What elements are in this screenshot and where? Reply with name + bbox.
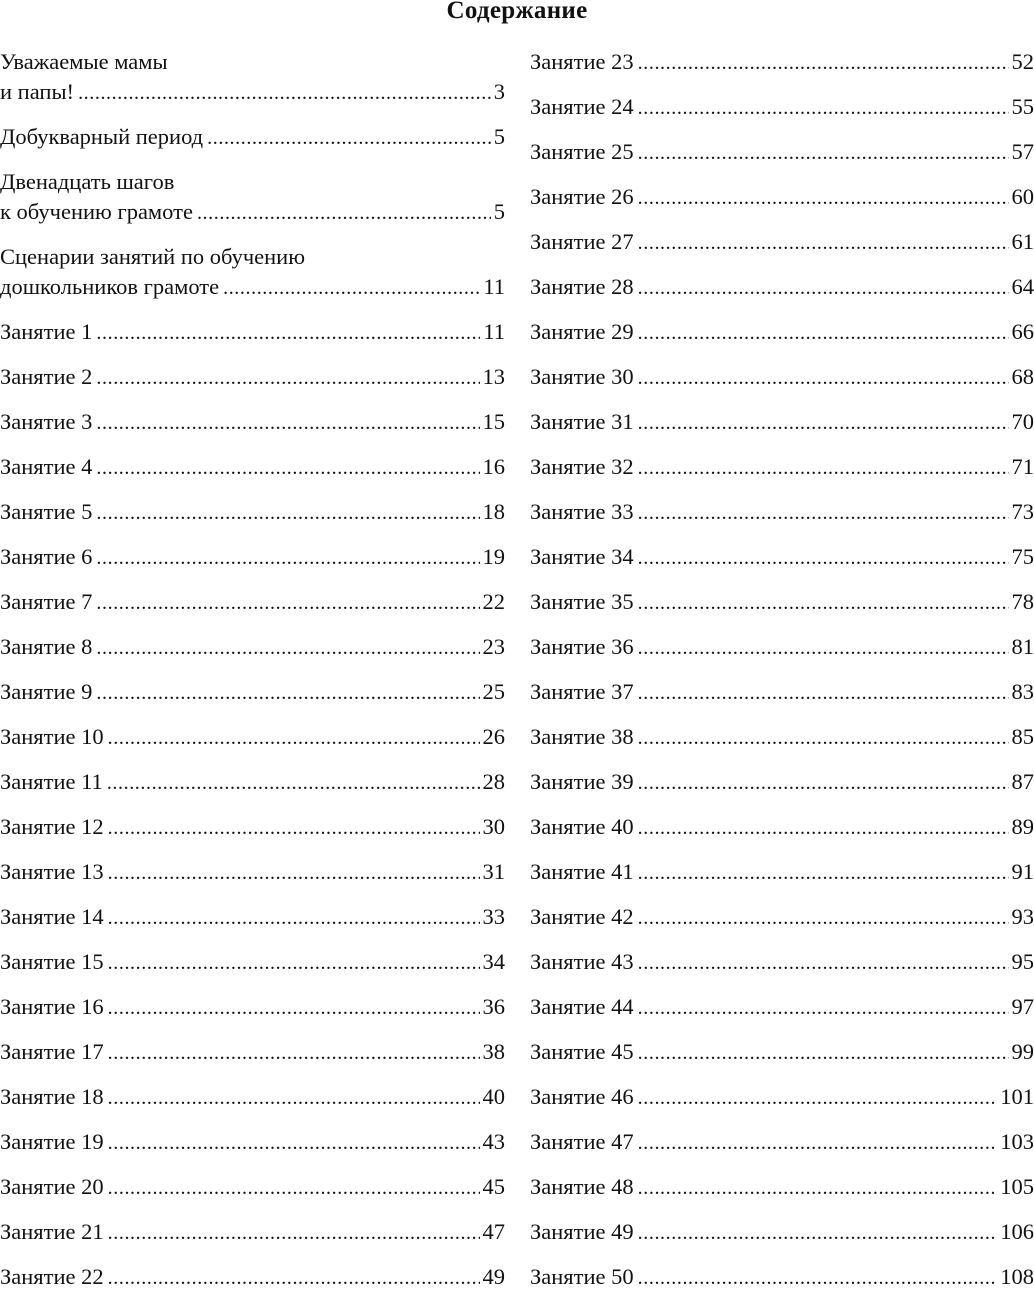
page-number: 66: [1012, 317, 1034, 347]
page-number: 108: [1000, 1262, 1034, 1292]
page-number: 87: [1012, 767, 1034, 797]
toc-entry[interactable]: [0, 1172, 505, 1203]
page-number: 16: [483, 452, 506, 482]
page-number: 71: [1012, 452, 1034, 482]
page-number: 91: [1012, 857, 1034, 887]
dot-leader: [96, 363, 479, 393]
toc-entry[interactable]: [530, 227, 1034, 258]
toc-entry[interactable]: [0, 122, 505, 153]
page-number: 106: [1000, 1217, 1034, 1247]
toc-entry[interactable]: [530, 1262, 1034, 1293]
dot-leader: [638, 453, 1009, 483]
page-number: 45: [483, 1172, 506, 1202]
page-number: 93: [1012, 902, 1034, 932]
dot-leader: [96, 453, 479, 483]
page-number: 36: [483, 992, 506, 1022]
dot-leader: [638, 228, 1009, 258]
entry-title: дошкольников грамоте: [0, 272, 219, 302]
entry-title: Занятие 23: [530, 47, 634, 77]
toc-entry[interactable]: [0, 812, 505, 843]
page-number: 5: [494, 122, 505, 152]
page-number: 28: [483, 767, 506, 797]
entry-title: Занятие 42: [530, 902, 634, 932]
page-number: 52: [1012, 47, 1034, 77]
toc-entry[interactable]: [530, 857, 1034, 888]
page-number: 78: [1012, 587, 1034, 617]
page-number: 18: [483, 497, 506, 527]
page-number: 81: [1012, 632, 1034, 662]
dot-leader: [638, 903, 1009, 933]
dot-leader: [197, 198, 491, 228]
entry-title: Занятие 18: [0, 1082, 104, 1112]
entry-title: Занятие 39: [530, 767, 634, 797]
page-number: 55: [1012, 92, 1034, 122]
page-number: 103: [1000, 1127, 1034, 1157]
dot-leader: [638, 48, 1009, 78]
dot-leader: [108, 1083, 480, 1113]
page-number: 73: [1012, 497, 1034, 527]
dot-leader: [96, 633, 479, 663]
entry-title: Занятие 3: [0, 407, 92, 437]
toc-entry[interactable]: [530, 812, 1034, 843]
entry-title: Занятие 47: [530, 1127, 634, 1157]
entry-title: Занятие 12: [0, 812, 104, 842]
toc-entry[interactable]: [0, 587, 505, 618]
entry-title: Занятие 31: [530, 407, 634, 437]
toc-entry[interactable]: [0, 947, 505, 978]
page-number: 26: [483, 722, 506, 752]
dot-leader: [638, 318, 1009, 348]
entry-title: Занятие 7: [0, 587, 92, 617]
entry-title: Занятие 13: [0, 857, 104, 887]
entry-title: Занятие 40: [530, 812, 634, 842]
entry-title: Занятие 6: [0, 542, 92, 572]
toc-entry[interactable]: [0, 407, 505, 438]
entry-title: Занятие 28: [530, 272, 634, 302]
entry-title: Занятие 35: [530, 587, 634, 617]
page-number: 5: [494, 197, 505, 227]
entry-title: Занятие 26: [530, 182, 634, 212]
entry-title: Занятие 41: [530, 857, 634, 887]
dot-leader: [638, 1083, 998, 1113]
toc-entry[interactable]: [530, 632, 1034, 663]
toc-entry[interactable]: [530, 1127, 1034, 1158]
dot-leader: [108, 723, 480, 753]
toc-entry[interactable]: [530, 497, 1034, 528]
page-number: 64: [1012, 272, 1034, 302]
dot-leader: [96, 498, 479, 528]
entry-title-first-line: Двенадцать шагов: [0, 167, 505, 197]
page-number: 19: [483, 542, 506, 572]
dot-leader: [638, 678, 1009, 708]
page-number: 13: [483, 362, 506, 392]
toc-entry[interactable]: [530, 182, 1034, 213]
page-number: 11: [483, 272, 505, 302]
entry-title: Занятие 49: [530, 1217, 634, 1247]
page-number: 40: [483, 1082, 506, 1112]
toc-entry[interactable]: [0, 632, 505, 663]
toc-entry[interactable]: [0, 497, 505, 528]
dot-leader: [96, 678, 479, 708]
entry-title: Занятие 20: [0, 1172, 104, 1202]
page-number: 97: [1012, 992, 1034, 1022]
entry-title: Занятие 50: [530, 1262, 634, 1292]
page-number: 15: [483, 407, 506, 437]
page-number: 49: [483, 1262, 506, 1292]
dot-leader: [223, 273, 480, 303]
dot-leader: [638, 1218, 998, 1248]
dot-leader: [638, 273, 1009, 303]
entry-title-first-line: Сценарии занятий по обучению: [0, 242, 505, 272]
page-number: 31: [483, 857, 506, 887]
toc-entry[interactable]: [530, 947, 1034, 978]
dot-leader: [638, 633, 1009, 663]
dot-leader: [96, 408, 479, 438]
dot-leader: [638, 93, 1009, 123]
dot-leader: [638, 1263, 998, 1293]
dot-leader: [96, 588, 479, 618]
toc-entry[interactable]: [530, 722, 1034, 753]
dot-leader: [638, 498, 1009, 528]
dot-leader: [638, 1128, 998, 1158]
page-number: 34: [483, 947, 506, 977]
page-number: 68: [1012, 362, 1034, 392]
entry-title: Занятие 34: [530, 542, 634, 572]
page-number: 25: [483, 677, 506, 707]
toc-entry[interactable]: [0, 722, 505, 753]
page-number: 99: [1012, 1037, 1034, 1067]
page-number: 61: [1012, 227, 1034, 257]
dot-leader: [108, 993, 480, 1023]
page-number: 3: [494, 77, 505, 107]
page-number: 70: [1012, 407, 1034, 437]
page-number: 105: [1000, 1172, 1034, 1202]
toc-entry[interactable]: [0, 542, 505, 573]
entry-title: Занятие 17: [0, 1037, 104, 1067]
dot-leader: [207, 123, 491, 153]
toc-entry[interactable]: [530, 1217, 1034, 1248]
entry-title: Занятие 38: [530, 722, 634, 752]
page-title: Содержание: [0, 0, 1034, 28]
dot-leader: [78, 78, 491, 108]
entry-title: Занятие 4: [0, 452, 92, 482]
toc-entry[interactable]: [530, 362, 1034, 393]
entry-title: Занятие 1: [0, 317, 92, 347]
toc-entry[interactable]: [0, 362, 505, 393]
dot-leader: [638, 813, 1009, 843]
entry-title: Занятие 11: [0, 767, 103, 797]
page-number: 23: [483, 632, 506, 662]
page-number: 43: [483, 1127, 506, 1157]
entry-title: Занятие 19: [0, 1127, 104, 1157]
entry-title: Занятие 24: [530, 92, 634, 122]
toc-entry[interactable]: [0, 992, 505, 1023]
entry-title: Занятие 22: [0, 1262, 104, 1292]
entry-title: Занятие 43: [530, 947, 634, 977]
dot-leader: [108, 1128, 480, 1158]
dot-leader: [638, 1173, 998, 1203]
dot-leader: [108, 858, 480, 888]
toc-entry[interactable]: [530, 587, 1034, 618]
entry-title: Занятие 21: [0, 1217, 104, 1247]
dot-leader: [108, 1173, 480, 1203]
entry-title: Занятие 9: [0, 677, 92, 707]
entry-title: Занятие 8: [0, 632, 92, 662]
dot-leader: [638, 183, 1009, 213]
toc-entry[interactable]: [530, 272, 1034, 303]
toc-entry[interactable]: [0, 1082, 505, 1113]
page-number: 57: [1012, 137, 1034, 167]
dot-leader: [638, 408, 1009, 438]
dot-leader: [107, 768, 480, 798]
entry-title: Занятие 45: [530, 1037, 634, 1067]
entry-title: Занятие 16: [0, 992, 104, 1022]
toc-entry[interactable]: [0, 242, 505, 303]
entry-title: и папы!: [0, 77, 74, 107]
page-number: 38: [483, 1037, 506, 1067]
entry-title: Занятие 2: [0, 362, 92, 392]
page-number: 33: [483, 902, 506, 932]
dot-leader: [638, 993, 1009, 1023]
dot-leader: [638, 1038, 1009, 1068]
entry-title: Занятие 37: [530, 677, 634, 707]
dot-leader: [108, 813, 480, 843]
dot-leader: [638, 363, 1009, 393]
dot-leader: [108, 1038, 480, 1068]
entry-title: Занятие 46: [530, 1082, 634, 1112]
page-number: 22: [483, 587, 506, 617]
toc-entry[interactable]: [530, 452, 1034, 483]
page-number: 95: [1012, 947, 1034, 977]
toc-entry[interactable]: [0, 1127, 505, 1158]
entry-title: Занятие 33: [530, 497, 634, 527]
page-number: 85: [1012, 722, 1034, 752]
dot-leader: [638, 588, 1009, 618]
dot-leader: [108, 903, 480, 933]
entry-title: Занятие 25: [530, 137, 634, 167]
entry-title: Занятие 44: [530, 992, 634, 1022]
dot-leader: [638, 723, 1009, 753]
entry-title: Занятие 15: [0, 947, 104, 977]
toc-entry[interactable]: [530, 767, 1034, 798]
toc-entry[interactable]: [530, 137, 1034, 168]
dot-leader: [96, 318, 480, 348]
dot-leader: [108, 1263, 480, 1293]
toc-entry[interactable]: [530, 992, 1034, 1023]
toc-entry[interactable]: [0, 47, 505, 108]
toc-entry[interactable]: [0, 1217, 505, 1248]
toc-entry[interactable]: [530, 1082, 1034, 1113]
entry-title: Занятие 10: [0, 722, 104, 752]
entry-title: Занятие 14: [0, 902, 104, 932]
dot-leader: [96, 543, 479, 573]
page-number: 89: [1012, 812, 1034, 842]
toc-entry[interactable]: [0, 317, 505, 348]
page-number: 47: [483, 1217, 506, 1247]
toc-entry[interactable]: [0, 1037, 505, 1068]
toc-entry[interactable]: [0, 167, 505, 228]
entry-title-first-line: Уважаемые мамы: [0, 47, 505, 77]
toc-entry[interactable]: [0, 902, 505, 933]
toc-entry[interactable]: [530, 92, 1034, 123]
dot-leader: [638, 948, 1009, 978]
entry-title: Занятие 5: [0, 497, 92, 527]
toc-entry[interactable]: [0, 857, 505, 888]
entry-title: Добукварный период: [0, 122, 203, 152]
dot-leader: [108, 948, 480, 978]
page-number: 11: [483, 317, 505, 347]
toc-entry[interactable]: [530, 1037, 1034, 1068]
page-number: 30: [483, 812, 506, 842]
toc-entry[interactable]: [530, 902, 1034, 933]
entry-title: Занятие 27: [530, 227, 634, 257]
toc-entry[interactable]: [0, 767, 505, 798]
entry-title: Занятие 30: [530, 362, 634, 392]
entry-title: к обучению грамоте: [0, 197, 193, 227]
dot-leader: [638, 768, 1009, 798]
toc-entry[interactable]: [0, 1262, 505, 1293]
dot-leader: [108, 1218, 480, 1248]
toc-entry[interactable]: [530, 1172, 1034, 1203]
toc-entry[interactable]: [0, 677, 505, 708]
entry-title: Занятие 29: [530, 317, 634, 347]
toc-entry[interactable]: [0, 452, 505, 483]
toc-entry[interactable]: [530, 47, 1034, 78]
dot-leader: [638, 138, 1009, 168]
entry-title: Занятие 36: [530, 632, 634, 662]
entry-title: Занятие 32: [530, 452, 634, 482]
page-number: 75: [1012, 542, 1034, 572]
page-number: 60: [1012, 182, 1034, 212]
toc-entry[interactable]: [530, 677, 1034, 708]
toc-entry[interactable]: [530, 407, 1034, 438]
toc-entry[interactable]: [530, 317, 1034, 348]
dot-leader: [638, 858, 1009, 888]
dot-leader: [638, 543, 1009, 573]
entry-title: Занятие 48: [530, 1172, 634, 1202]
toc-entry[interactable]: [530, 542, 1034, 573]
page-number: 83: [1012, 677, 1034, 707]
page-number: 101: [1000, 1082, 1034, 1112]
